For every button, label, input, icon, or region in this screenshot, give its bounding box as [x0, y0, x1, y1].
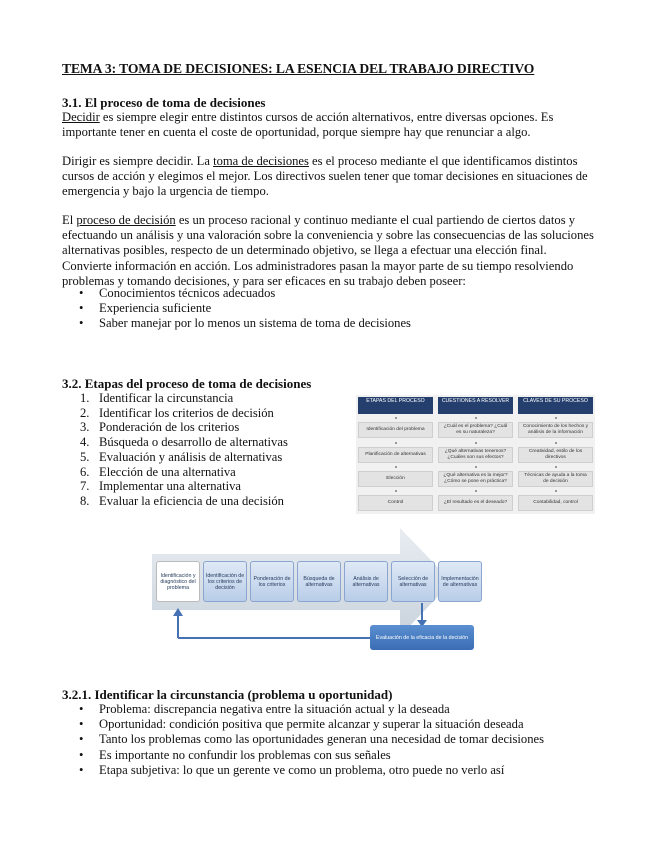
list-item — [62, 391, 288, 406]
flow-step: Identificación de los criterios de decisión — [203, 561, 247, 602]
paragraph-proceso — [62, 213, 597, 289]
paragraph-dirigir — [62, 154, 597, 200]
step-number: 6. — [80, 464, 90, 479]
term-decidir: Decidir — [62, 110, 100, 124]
paragraph-proceso-text: es un proceso racional y continuo mediante el cual partiendo de ciertos datos y efectuando un análisis y una valoración sobre la conveniencia y sobre las consecuencias de las soluciones alternativas posibles, respecto de un determinado objetivo, se llega a efectuar una elección final. Convierte información en acción. Los administradores pasan la mayor parte de su tiempo resolviendo problemas y tomando decisiones, y para ser eficaces en su trabajo deben poseer: — [62, 213, 594, 288]
step-text: Identificar la circunstancia — [99, 391, 234, 405]
table-cell: ¿Qué alternativa es la mejor? ¿Cómo se pone en práctica? — [438, 471, 513, 487]
step-text: Implementar una alternativa — [99, 479, 241, 494]
step-number: 8. — [80, 493, 90, 508]
table-cell: Creatividad, estilo de los directivos — [518, 447, 593, 463]
table-cell: Planificación de alternativas — [358, 447, 433, 463]
list-item: • Problema: discrepancia negativa entre la situación actual y la deseada — [62, 702, 544, 717]
list-item — [62, 406, 288, 421]
flow-step: Implementación de alternativas — [438, 561, 482, 602]
table-cell: Conocimiento de los hechos y análisis de la información — [518, 422, 593, 438]
flow-step: Búsqueda de alternativas — [297, 561, 341, 602]
section-3-2-heading: 3.2. Etapas del proceso de toma de decisiones — [62, 376, 312, 391]
flow-step: Identificación y diagnóstico del problema — [156, 561, 200, 602]
list-item: • Experiencia suficiente — [62, 301, 411, 316]
feedback-box: Evaluación de la eficacia de la decisión — [370, 625, 474, 650]
step-number: 2. — [80, 405, 90, 420]
circumstance-list — [62, 702, 544, 778]
section-3-1-heading: 3.1. El proceso de toma de decisiones — [62, 95, 266, 110]
step-number: 3. — [80, 420, 90, 435]
table-header: ETAPAS DEL PROCESO — [358, 397, 433, 414]
list-item: • Oportunidad: condición positiva que permite alcanzar y superar la situación deseada — [62, 717, 544, 732]
paragraph-decidir — [62, 110, 597, 140]
table-header: CLAVES DE SU PROCESO — [518, 397, 593, 414]
steps-list — [62, 391, 288, 509]
table-cell: ¿El resultado es el deseado? — [438, 495, 513, 511]
list-item — [62, 479, 288, 494]
list-item — [62, 465, 288, 480]
step-number: 4. — [80, 435, 90, 450]
step-text: Evaluar la eficiencia de una decisión — [99, 493, 284, 508]
list-item — [62, 494, 288, 509]
list-item: • Tanto los problemas como las oportunidades generan una necesidad de tomar decisiones — [62, 732, 544, 747]
document-title: TEMA 3: TOMA DE DECISIONES: LA ESENCIA DEL TRABAJO DIRECTIVO — [62, 61, 535, 76]
table-cell: ¿Qué alternativas tenemos? ¿Cuáles son sus efectos? — [438, 447, 513, 463]
step-text: Evaluación y análisis de alternativas — [99, 449, 283, 464]
list-item — [62, 450, 288, 465]
step-text: Elección de una alternativa — [99, 464, 236, 479]
paragraph-dirigir-intro: Dirigir es siempre decidir. La — [62, 154, 214, 168]
table-cell: Técnicas de ayuda a la toma de decisión — [518, 471, 593, 487]
step-number: 7. — [80, 479, 90, 494]
requirements-list — [62, 286, 411, 332]
term-proceso-de-decision: proceso de decisión — [76, 213, 176, 227]
list-item: • Conocimientos técnicos adecuados — [62, 286, 411, 301]
list-item: • Saber manejar por lo menos un sistema de toma de decisiones — [62, 316, 411, 331]
list-item — [62, 420, 288, 435]
paragraph-decidir-text: es siempre elegir entre distintos cursos de acción alternativos, entre diversas opciones. Es importante tener en cuenta el coste de oportunidad, porque siempre hay que renunciar a algo. — [62, 110, 554, 140]
table-cell: Elección — [358, 471, 433, 487]
flow-step: Análisis de alternativas — [344, 561, 388, 602]
table-cell: Identificación del problema — [358, 422, 433, 438]
table-cell: Control — [358, 495, 433, 511]
step-text: Búsqueda o desarrollo de alternativas — [99, 435, 288, 450]
flow-step: Selección de alternativas — [391, 561, 435, 602]
list-item — [62, 435, 288, 450]
step-number: 5. — [80, 449, 90, 464]
step-number: 1. — [80, 391, 90, 405]
list-item: • Etapa subjetiva: lo que un gerente ve como un problema, otro puede no verlo así — [62, 763, 544, 778]
paragraph-dirigir-text: es el proceso mediante el que identificamos distintos cursos de acción y elegimos el mejor. Los directivos suelen tener que tomar decisiones en situaciones de emergencia y bajo la urgencia de tiempo. — [62, 154, 588, 199]
list-item: • Es importante no confundir los problemas con sus señales — [62, 748, 544, 763]
term-toma-de-decisiones: toma de decisiones — [213, 154, 309, 168]
step-text: Identificar los criterios de decisión — [99, 405, 274, 420]
flow-step: Ponderación de los criterios — [250, 561, 294, 602]
paragraph-proceso-intro: El — [62, 213, 77, 227]
step-text: Ponderación de los criterios — [99, 420, 240, 435]
table-header: CUESTIONES A RESOLVER — [438, 397, 513, 414]
process-flow-diagram — [152, 528, 488, 656]
section-3-2-1-heading: 3.2.1. Identificar la circunstancia (problema u oportunidad) — [62, 687, 393, 702]
stages-table-figure — [356, 395, 595, 514]
table-cell: Contabilidad, control — [518, 495, 593, 511]
table-cell: ¿Cuál es el problema? ¿Cuál es su naturaleza? — [438, 422, 513, 438]
